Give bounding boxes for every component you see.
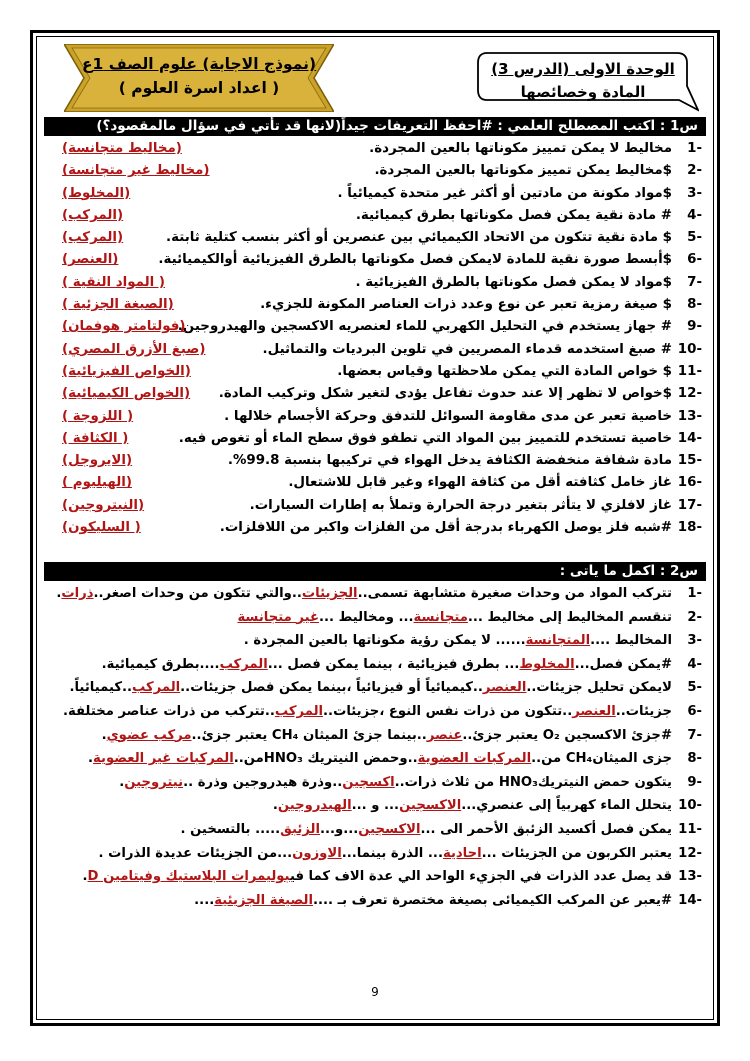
item-number: -11 — [677, 363, 702, 379]
item-answer: (صبغ الأزرق المصري) — [62, 341, 206, 357]
banner-subtitle: ( اعداد اسرة العلوم ) — [118, 79, 280, 97]
blank-answer: احادية — [442, 845, 482, 861]
item-text: ..بينما جزئ الميثان CH₄ يعتبر جزئ.. — [191, 727, 427, 743]
item-definition: $مخاليط يمكن تمييز مكوناتها بالعين المجردة. — [374, 163, 672, 179]
blank-answer: المركب — [132, 680, 181, 696]
term-item — [44, 160, 706, 182]
item-text: ... بطرق فيزيائية ، بينما يمكن فصل ... — [267, 656, 520, 672]
item-text: قد يصل عدد الذرات في الجزيء الواحد الي عدة الاف كما في — [289, 869, 672, 885]
term-item — [44, 517, 706, 539]
blank-answer: العنصر — [482, 680, 527, 696]
item-definition: # جهاز يستخدم في التحليل الكهربي للماء لعنصريه الاكسجين والهيدروجين. — [177, 319, 672, 335]
item-text: تنقسم المخاليط إلى مخاليط ... — [467, 609, 672, 625]
item-text: ..تتركب من ذرات عناصر مختلفة. — [62, 703, 275, 719]
item-text: ... الذرة بينما... — [341, 845, 443, 861]
item-text: ...و... — [320, 821, 359, 837]
item-text: ....بطرق كيميائية. — [101, 656, 220, 672]
item-text: #يعبر عن المركب الكيميائى بصيغة مختصرة تعرف بـ .... — [313, 892, 672, 908]
item-definition: غاز خامل كثافته أقل من كثافة الهواء وغير قابل للاشتعال. — [288, 475, 672, 491]
term-item — [44, 272, 706, 294]
item-number: -1 — [687, 141, 702, 156]
item-text: ..وحمض النيتريك HNO₃من.. — [233, 751, 418, 767]
item-answer: (الخواص الفيزيائية) — [62, 363, 191, 379]
item-answer: (المركب) — [62, 207, 124, 223]
item-answer: ( السليكون) — [62, 520, 141, 536]
section1-header: س1 : اكتب المصطلح العلمي : #احفظ التعريفات جيداً(لانها قد تأتي في سؤال مالمقصود؟) — [44, 117, 706, 136]
item-definition: خاصية تستخدم للتمييز بين المواد التي تطفو فوق سطح الماء أو تغوص فيه. — [178, 430, 672, 446]
blank-answer: العنصر — [572, 703, 616, 719]
item-number: -14 — [677, 430, 702, 446]
item-text: ...من الجزيئات عديدة الذرات . — [98, 845, 293, 861]
term-item — [44, 406, 706, 428]
item-number: -14 — [678, 892, 702, 908]
item-text: يعتبر الكربون من الجزيئات ... — [481, 845, 672, 861]
item-definition: # صبغ استخدمه قدماء المصريين في تلوين البرديات والتماثيل. — [262, 341, 672, 357]
item-definition: #شبه فلز يوصل الكهرباء بدرجة أقل من الفلزات واكبر من اللافلزات. — [219, 520, 672, 536]
item-text: .... — [194, 892, 215, 908]
item-text: يتكون حمض النيتريكHNO₃ من ثلاث ذرات.. — [394, 774, 672, 790]
item-number: -10 — [677, 341, 702, 357]
item-text: . — [272, 798, 278, 814]
completion-item — [44, 842, 706, 866]
item-text: #يمكن فصل... — [574, 656, 672, 672]
item-answer: (فولتامتر هوفمان) — [62, 319, 186, 335]
blank-answer: مركب عضوي — [106, 727, 192, 743]
term-item — [44, 205, 706, 227]
item-definition: خاصية تعبر عن مدى مقاومة السوائل للتدفق وحركة الأجسام خلالها . — [224, 408, 672, 424]
item-number: -3 — [687, 185, 702, 201]
item-number: -6 — [687, 252, 702, 268]
item-text: جزيئات.. — [615, 703, 672, 719]
item-definition: $ خواص المادة التي يمكن ملاحظتها وقياس بعضها. — [337, 363, 672, 379]
term-item — [44, 227, 706, 249]
item-text: لايمكن تحليل جزيئات.. — [526, 680, 672, 696]
item-definition: # مادة نقية يمكن فصل مكوناتها بطرق كيميائية. — [355, 207, 672, 223]
blank-answer: بوليمرات البلاستيك وفيتامين D — [87, 869, 290, 885]
item-answer: (الصيغة الجزئية ) — [62, 297, 174, 313]
item-number: -16 — [677, 475, 702, 491]
item-text: يمكن فصل أكسيد الزئبق الأحمر الى ... — [420, 821, 672, 837]
item-number: -12 — [677, 386, 702, 402]
item-answer: (النيتروجين) — [62, 497, 145, 513]
completion-item — [44, 794, 706, 818]
completion-item — [44, 629, 706, 653]
blank-answer: عنصر — [426, 727, 463, 743]
blank-answer: الهيدروجين — [277, 798, 352, 814]
blank-answer: غير متجانسة — [237, 609, 319, 625]
term-item — [44, 495, 706, 517]
blank-answer: الزئبق — [280, 821, 321, 837]
item-number: -15 — [677, 453, 702, 469]
blank-answer: المركبات العضوية — [417, 751, 532, 767]
section2-header: س2 : اكمل ما ياتى : — [44, 562, 706, 581]
item-number: -12 — [678, 845, 702, 861]
item-answer: ( المواد النقية ) — [62, 274, 165, 290]
item-number: -13 — [678, 869, 702, 885]
item-number: -5 — [687, 680, 702, 696]
blank-answer: ذرات — [61, 586, 94, 601]
term-item — [44, 249, 706, 271]
item-text: جزى الميثانCH₄ من.. — [531, 751, 672, 767]
blank-answer: المتجانسة — [525, 633, 591, 649]
title-banner — [64, 44, 334, 112]
item-answer: (المركب) — [62, 230, 124, 246]
item-number: -1 — [687, 586, 702, 601]
item-answer: (الهيليوم ) — [62, 475, 132, 491]
completion-item — [44, 700, 706, 724]
item-text: #جزئ الاكسجين O₂ يعتبر جزئ.. — [462, 727, 672, 743]
lesson-callout — [477, 52, 699, 112]
term-item — [44, 472, 706, 494]
item-text: ..وذرة هيدروجين وذرة .. — [183, 774, 343, 790]
item-text: . — [82, 869, 88, 885]
completion-item — [44, 818, 706, 842]
item-text: . — [119, 774, 125, 790]
section2-list — [44, 582, 706, 912]
section1-list — [44, 138, 706, 539]
item-text: ..تتكون من ذرات نفس النوع ،جزيئات.. — [323, 703, 573, 719]
completion-item — [44, 582, 706, 606]
blank-answer: المخلوط — [519, 656, 575, 672]
term-item — [44, 294, 706, 316]
item-text: ... و ... — [351, 798, 400, 814]
item-definition: غاز لافلزي لا يتأثر بتغير درجة الحرارة وتملأ به إطارات السيارات. — [249, 497, 672, 513]
lesson-unit: الوحدة الاولى (الدرس 3) — [491, 60, 675, 78]
term-item — [44, 383, 706, 405]
item-answer: (الخواص الكيميائية) — [62, 386, 191, 402]
blank-answer: متجانسة — [413, 609, 468, 625]
item-answer: ( اللزوجة ) — [62, 408, 134, 424]
item-number: -3 — [687, 633, 702, 649]
page-number: 9 — [371, 985, 379, 999]
blank-answer: الصيغة الجزيئية — [214, 892, 313, 908]
item-number: -9 — [687, 319, 702, 335]
completion-item — [44, 865, 706, 889]
item-definition: $ صيغة رمزية تعبر عن نوع وعدد ذرات العناصر المكونة للجزيء. — [260, 297, 672, 313]
item-number: -10 — [678, 798, 702, 814]
item-number: -17 — [677, 497, 702, 513]
item-definition: $ مادة نقية تتكون من الاتحاد الكيميائي بين عنصرين أو أكثر بنسب كتلية ثابتة. — [166, 230, 672, 246]
completion-item — [44, 889, 706, 913]
blank-answer: الجزيئات — [301, 586, 358, 601]
term-item — [44, 138, 706, 160]
item-text: المخاليط .... — [590, 633, 672, 649]
item-text: يتحلل الماء كهربياً إلى عنصري... — [461, 798, 672, 814]
item-definition: $خواص لا تظهر إلا عند حدوث تفاعل يؤدى لتغير شكل وتركيب المادة. — [218, 386, 672, 402]
item-number: -8 — [687, 297, 702, 313]
blank-answer: الاوزون — [292, 845, 342, 861]
completion-item — [44, 747, 706, 771]
item-text: ... ومخاليط ... — [319, 609, 414, 625]
item-number: -7 — [687, 727, 702, 743]
item-text: ..والتي تتكون من وحدات اصغر.. — [93, 586, 302, 601]
banner-title: (نموذج الاجابة) علوم الصف 1ع — [81, 55, 317, 73]
item-answer: (مخاليط متجانسة) — [62, 141, 182, 156]
item-definition: $أبسط صورة نقية للمادة لايمكن فصل مكوناتها بالطرق الفيزيائية أوالكيميائية. — [158, 252, 672, 268]
item-number: -13 — [677, 408, 702, 424]
item-number: -4 — [687, 207, 702, 223]
blank-answer: المركب — [219, 656, 268, 672]
term-item — [44, 316, 706, 338]
item-number: -4 — [687, 656, 702, 672]
item-number: -18 — [677, 520, 702, 536]
item-definition: مادة شفافة منخفضة الكثافة يدخل الهواء في تركيبها بنسبة 99.8%. — [227, 453, 672, 469]
blank-answer: اكسجين — [342, 774, 395, 790]
blank-answer: الاكسجين — [358, 821, 421, 837]
item-definition: $مواد لا يمكن فصل مكوناتها بالطرق الفيزيائية . — [355, 274, 672, 290]
term-item — [44, 183, 706, 205]
item-number: -7 — [687, 274, 702, 290]
item-answer: (مخاليط غير متجانسة) — [62, 163, 210, 179]
item-text: ..كيميائياً أو فيزيائياً ،بينما يمكن فصل جزيئات.. — [180, 680, 483, 696]
item-text: ..... بالتسخين . — [180, 821, 281, 837]
blank-answer: الاكسجين — [399, 798, 462, 814]
item-number: -2 — [687, 163, 702, 179]
item-answer: (الايروجل) — [62, 453, 133, 469]
item-text: ...... لا يمكن رؤية مكوناتها بالعين المجردة . — [243, 633, 526, 649]
item-text: تتركب المواد من وحدات صغيرة متشابهة تسمى.. — [357, 586, 672, 601]
item-number: -5 — [687, 230, 702, 246]
item-definition: $مواد مكونة من مادتين أو أكثر غير متحدة كيميائياً . — [337, 185, 672, 201]
item-definition: مخاليط لا يمكن تمييز مكوناتها بالعين المجردة. — [369, 141, 672, 156]
item-number: -11 — [678, 821, 702, 837]
blank-answer: نيتروجين — [124, 774, 184, 790]
blank-answer: المركبات غير العضوية — [93, 751, 234, 767]
item-answer: ( الكثافة ) — [62, 430, 129, 446]
item-answer: (العنصر) — [62, 252, 119, 268]
item-text: ..كيميائياً. — [69, 680, 133, 696]
term-item — [44, 450, 706, 472]
term-item — [44, 428, 706, 450]
item-text: . — [56, 586, 62, 601]
completion-item — [44, 724, 706, 748]
blank-answer: المركب — [274, 703, 324, 719]
completion-item — [44, 771, 706, 795]
item-number: -8 — [687, 751, 702, 767]
item-number: -9 — [687, 774, 702, 790]
term-item — [44, 361, 706, 383]
lesson-title: المادة وخصائصها — [520, 83, 646, 101]
completion-item — [44, 676, 706, 700]
completion-item — [44, 606, 706, 630]
item-number: -2 — [687, 609, 702, 625]
item-text: . — [88, 751, 94, 767]
item-answer: (المخلوط) — [62, 185, 131, 201]
item-text: . — [101, 727, 107, 743]
completion-item — [44, 653, 706, 677]
item-number: -6 — [687, 703, 702, 719]
term-item — [44, 339, 706, 361]
